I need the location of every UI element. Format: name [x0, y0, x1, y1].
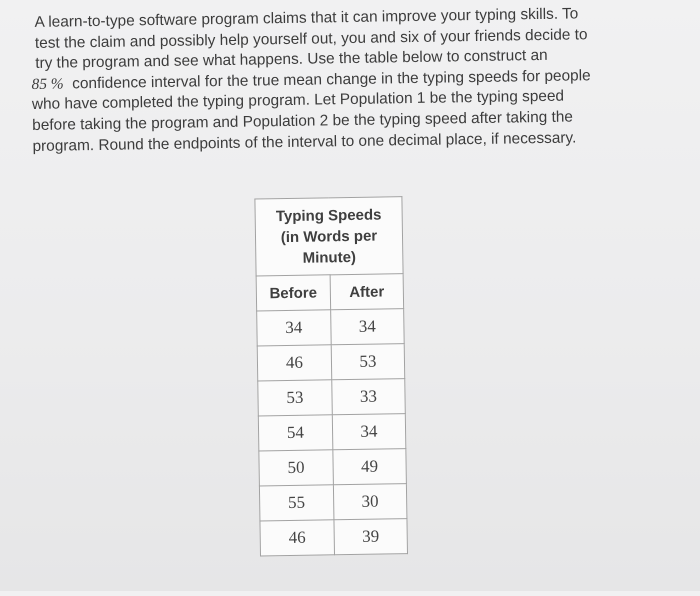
- table-row: [260, 519, 408, 556]
- table-row: [258, 414, 406, 451]
- table-title-line: (in Words per: [280, 227, 378, 246]
- after-value: 34: [330, 309, 404, 345]
- problem-line-3: try the program and see what happens. Use the table below to construct an: [35, 47, 548, 73]
- column-header-before: Before: [256, 275, 330, 311]
- table-row: [259, 484, 407, 521]
- problem-line-6: before taking the program and Population 2 be the typing speed after taking the: [32, 108, 574, 134]
- before-value: 34: [257, 310, 331, 346]
- before-value: 46: [257, 345, 331, 381]
- typing-speeds-table: [254, 196, 408, 556]
- problem-line-7: program. Round the endpoints of the interval to one decimal place, if necessary.: [32, 128, 577, 155]
- after-value: 49: [333, 449, 407, 485]
- column-header-after: After: [330, 274, 404, 310]
- after-value: 39: [334, 519, 408, 555]
- problem-line-1: A learn-to-type software program claims that it can improve your typing skills. To: [34, 5, 579, 31]
- problem-statement: [31, 3, 656, 157]
- confidence-level: 85 %: [31, 75, 64, 93]
- before-value: 46: [260, 520, 334, 556]
- before-value: 53: [258, 380, 332, 416]
- problem-line-5: who have completed the typing program. Let Population 1 be the typing speed: [31, 87, 565, 114]
- problem-line-4-text: confidence interval for the true mean change in the typing speeds for people: [72, 66, 591, 93]
- table-row: [257, 309, 405, 346]
- after-value: 30: [333, 484, 407, 520]
- table-row: [257, 344, 405, 381]
- before-value: 50: [259, 450, 333, 486]
- after-value: 33: [332, 379, 406, 415]
- table-row: [259, 449, 407, 486]
- after-value: 34: [332, 414, 406, 450]
- after-value: 53: [331, 344, 405, 380]
- before-value: 55: [259, 485, 333, 521]
- typing-speeds-table-container: [254, 196, 408, 556]
- problem-line-2: test the claim and possibly help yourself out, you and six of your friends decide to: [34, 25, 588, 52]
- before-value: 54: [258, 415, 332, 451]
- table-title-line: Minute): [302, 248, 357, 267]
- table-title: [255, 197, 403, 276]
- table-row: [258, 379, 406, 416]
- table-title-line: Typing Speeds: [275, 206, 382, 225]
